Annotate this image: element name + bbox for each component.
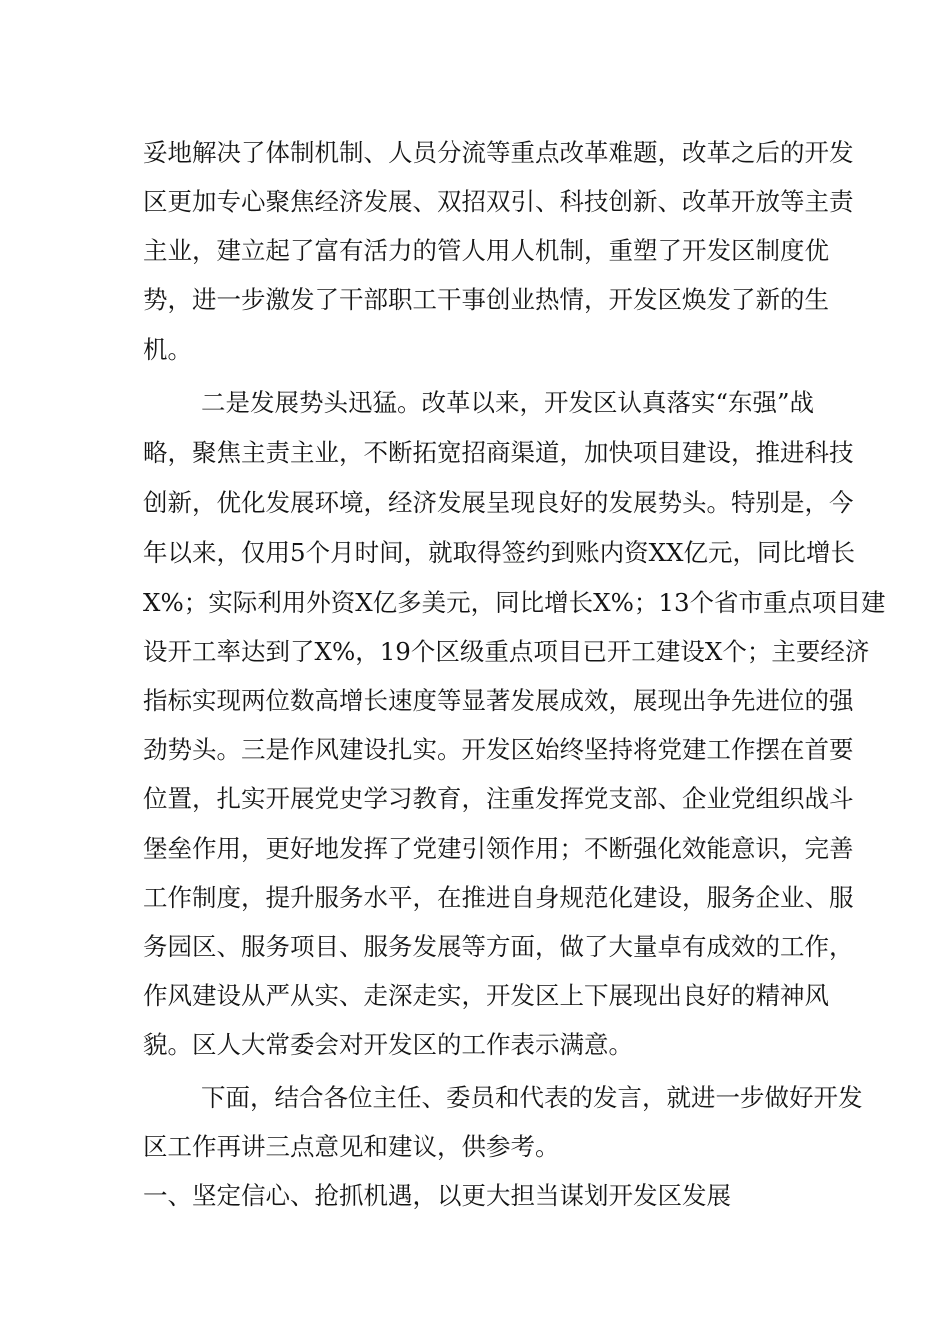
body-text-line: 堡垒作用，更好地发挥了党建引领作用；不断强化效能意识，完善: [143, 834, 854, 863]
body-text-line: 貌。区人大常委会对开发区的工作表示满意。: [143, 1030, 633, 1059]
body-text-line: 主业，建立起了富有活力的管人用人机制，重塑了开发区制度优: [143, 236, 829, 265]
body-text-line: 势，进一步激发了干部职工干事创业热情，开发区焕发了新的生: [143, 285, 829, 314]
section-heading: 一、坚定信心、抢抓机遇，以更大担当谋划开发区发展: [143, 1181, 731, 1210]
body-text-line: 区更加专心聚焦经济发展、双招双引、科技创新、改革开放等主责: [143, 187, 854, 216]
body-text-line: 区工作再讲三点意见和建议，供参考。: [143, 1132, 560, 1161]
body-text-line: 务园区、服务项目、服务发展等方面，做了大量卓有成效的工作，: [143, 932, 854, 961]
body-text-line: 机。: [143, 335, 192, 364]
body-text-line: 年以来，仅用5个月时间，就取得签约到账内资XX亿元，同比增长: [143, 538, 855, 567]
body-text-line: 创新，优化发展环境，经济发展呈现良好的发展势头。特别是，今: [143, 488, 854, 517]
body-text-line: 劲势头。三是作风建设扎实。开发区始终坚持将党建工作摆在首要: [143, 735, 854, 764]
body-text-line: 略，聚焦主责主业，不断拓宽招商渠道，加快项目建设，推进科技: [143, 438, 854, 467]
paragraph-first-line: 二是发展势头迅猛。改革以来，开发区认真落实“东强”战: [201, 388, 815, 417]
body-text-line: 设开工率达到了X%，19个区级重点项目已开工建设X个；主要经济: [143, 637, 870, 666]
body-text-line: 作风建设从严从实、走深走实，开发区上下展现出良好的精神风: [143, 981, 829, 1010]
body-text-line: 位置，扎实开展党史学习教育，注重发挥党支部、企业党组织战斗: [143, 784, 854, 813]
body-text-line: X%；实际利用外资X亿多美元，同比增长X%；13个省市重点项目建: [143, 588, 886, 617]
body-text-line: 指标实现两位数高增长速度等显著发展成效，展现出争先进位的强: [143, 686, 854, 715]
body-text-line: 工作制度，提升服务水平，在推进自身规范化建设，服务企业、服: [143, 883, 854, 912]
paragraph-first-line: 下面，结合各位主任、委员和代表的发言，就进一步做好开发: [201, 1083, 863, 1112]
body-text-line: 妥地解决了体制机制、人员分流等重点改革难题，改革之后的开发: [143, 138, 854, 167]
